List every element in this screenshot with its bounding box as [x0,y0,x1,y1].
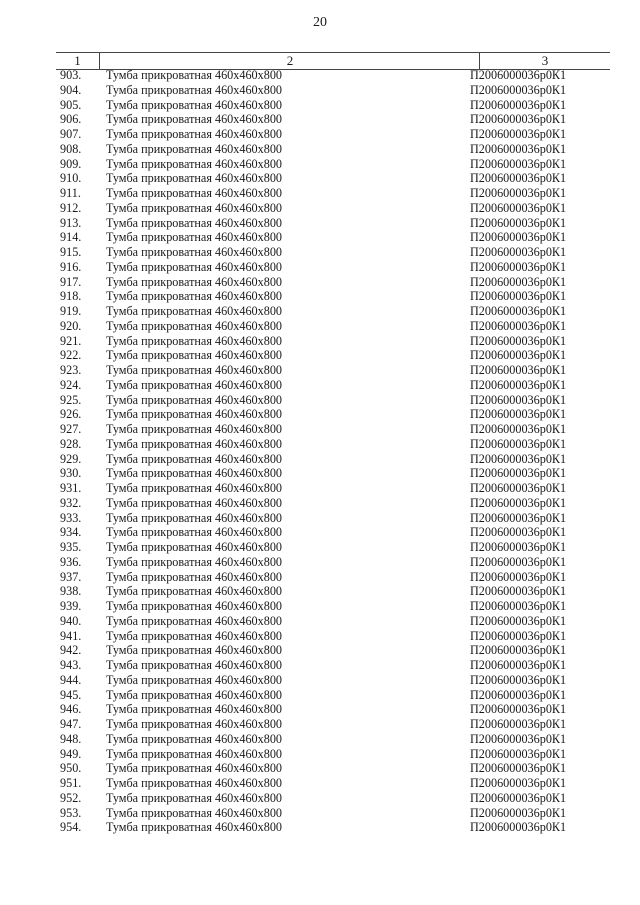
table-row [0,304,640,319]
row-number: 953. [60,805,82,820]
item-name: Тумба прикроватная 460х460х800 [106,569,283,584]
table-row [0,747,640,762]
table-row [0,127,640,142]
table-row [0,422,640,437]
item-code: П2006000036р0К1 [470,584,567,599]
item-code: П2006000036р0К1 [470,820,567,835]
table-row [0,688,640,703]
item-code: П2006000036р0К1 [470,805,567,820]
table-row [0,363,640,378]
item-name: Тумба прикроватная 460х460х800 [106,68,283,82]
row-number: 915. [60,245,82,259]
row-number: 950. [60,761,82,776]
item-name: Тумба прикроватная 460х460х800 [106,436,283,451]
row-number: 933. [60,510,82,525]
item-name: Тумба прикроватная 460х460х800 [106,377,283,392]
table-row [0,289,640,304]
item-code: П2006000036р0К1 [470,156,567,171]
table-row [0,599,640,614]
table-row [0,806,640,821]
item-name: Тумба прикроватная 460х460х800 [106,790,283,805]
row-number: 942. [60,643,82,658]
table-row [0,319,640,334]
row-number: 946. [60,702,82,717]
row-number: 916. [60,259,82,274]
item-name: Тумба прикроватная 460х460х800 [106,245,283,259]
row-number: 911. [60,186,81,200]
row-number: 928. [60,436,82,451]
item-code: П2006000036р0К1 [470,171,567,186]
row-number: 927. [60,422,82,436]
item-code: П2006000036р0К1 [470,377,567,392]
row-number: 924. [60,377,82,392]
row-number: 934. [60,525,82,540]
table-row [0,260,640,275]
row-number: 923. [60,363,82,377]
row-number: 931. [60,481,82,495]
row-number: 937. [60,569,82,584]
table-row [0,171,640,186]
table-row [0,732,640,747]
item-name: Тумба прикроватная 460х460х800 [106,171,283,186]
row-number: 914. [60,230,82,245]
item-name: Тумба прикроватная 460х460х800 [106,495,283,510]
row-number: 918. [60,289,82,304]
row-number: 910. [60,171,82,186]
row-number: 908. [60,141,82,156]
item-name: Тумба прикроватная 460х460х800 [106,540,283,554]
table-row [0,186,640,201]
row-number: 954. [60,820,82,835]
item-code: П2006000036р0К1 [470,289,567,304]
item-code: П2006000036р0К1 [470,230,567,245]
item-code: П2006000036р0К1 [470,702,567,717]
item-code: П2006000036р0К1 [470,245,567,259]
item-name: Тумба прикроватная 460х460х800 [106,717,283,731]
item-code: П2006000036р0К1 [470,687,567,702]
item-name: Тумба прикроватная 460х460х800 [106,392,283,407]
item-name: Тумба прикроватная 460х460х800 [106,422,283,436]
row-number: 905. [60,97,82,112]
item-name: Тумба прикроватная 460х460х800 [106,333,283,348]
table-row [0,614,640,629]
item-name: Тумба прикроватная 460х460х800 [106,481,283,495]
item-code: П2006000036р0К1 [470,495,567,510]
row-number: 926. [60,407,82,422]
row-number: 943. [60,658,82,672]
item-code: П2006000036р0К1 [470,790,567,805]
row-number: 939. [60,599,82,613]
item-code: П2006000036р0К1 [470,628,567,643]
row-number: 921. [60,333,82,348]
table-row [0,702,640,717]
table-row [0,437,640,452]
item-name: Тумба прикроватная 460х460х800 [106,510,283,525]
table-row [0,83,640,98]
row-number: 940. [60,613,82,628]
item-name: Тумба прикроватная 460х460х800 [106,658,283,672]
item-code: П2006000036р0К1 [470,68,567,82]
item-name: Тумба прикроватная 460х460х800 [106,746,283,761]
item-code: П2006000036р0К1 [470,127,567,141]
item-name: Тумба прикроватная 460х460х800 [106,200,283,215]
table-row [0,98,640,113]
item-code: П2006000036р0К1 [470,540,567,554]
item-name: Тумба прикроватная 460х460х800 [106,141,283,156]
item-code: П2006000036р0К1 [470,274,567,289]
item-name: Тумба прикроватная 460х460х800 [106,466,283,481]
row-number: 907. [60,127,82,141]
item-code: П2006000036р0К1 [470,643,567,658]
item-code: П2006000036р0К1 [470,599,567,613]
table-row [0,275,640,290]
item-code: П2006000036р0К1 [470,141,567,156]
table-row [0,348,640,363]
item-code: П2006000036р0К1 [470,672,567,687]
item-code: П2006000036р0К1 [470,392,567,407]
row-number: 909. [60,156,82,171]
row-number: 941. [60,628,82,643]
item-name: Тумба прикроватная 460х460х800 [106,318,283,333]
item-name: Тумба прикроватная 460х460х800 [106,702,283,717]
table-row [0,820,640,835]
item-code: П2006000036р0К1 [470,215,567,230]
item-code: П2006000036р0К1 [470,186,567,200]
row-number: 912. [60,200,82,215]
item-code: П2006000036р0К1 [470,422,567,436]
item-code: П2006000036р0К1 [470,318,567,333]
item-name: Тумба прикроватная 460х460х800 [106,584,283,599]
row-number: 947. [60,717,82,731]
table-row [0,230,640,245]
item-name: Тумба прикроватная 460х460х800 [106,259,283,274]
item-name: Тумба прикроватная 460х460х800 [106,672,283,687]
row-number: 948. [60,731,82,746]
item-code: П2006000036р0К1 [470,658,567,672]
row-number: 930. [60,466,82,481]
table-row [0,452,640,467]
item-name: Тумба прикроватная 460х460х800 [106,274,283,289]
item-name: Тумба прикроватная 460х460х800 [106,525,283,540]
row-number: 917. [60,274,82,289]
table-row [0,216,640,231]
item-code: П2006000036р0К1 [470,510,567,525]
item-name: Тумба прикроватная 460х460х800 [106,731,283,746]
item-name: Тумба прикроватная 460х460х800 [106,215,283,230]
item-name: Тумба прикроватная 460х460х800 [106,643,283,658]
item-code: П2006000036р0К1 [470,97,567,112]
item-name: Тумба прикроватная 460х460х800 [106,363,283,377]
item-code: П2006000036р0К1 [470,112,567,127]
row-number: 920. [60,318,82,333]
column-header-3: 3 [479,53,610,69]
table-row [0,776,640,791]
item-code: П2006000036р0К1 [470,436,567,451]
item-code: П2006000036р0К1 [470,569,567,584]
row-number: 949. [60,746,82,761]
table-row [0,761,640,776]
item-name: Тумба прикроватная 460х460х800 [106,304,283,318]
item-name: Тумба прикроватная 460х460х800 [106,820,283,835]
row-number: 929. [60,451,82,466]
item-code: П2006000036р0К1 [470,746,567,761]
row-number: 913. [60,215,82,230]
item-name: Тумба прикроватная 460х460х800 [106,112,283,127]
row-number: 906. [60,112,82,127]
column-header-2: 2 [99,53,480,69]
item-code: П2006000036р0К1 [470,776,567,790]
item-name: Тумба прикроватная 460х460х800 [106,776,283,790]
item-name: Тумба прикроватная 460х460х800 [106,348,283,363]
table-row [0,157,640,172]
item-name: Тумба прикроватная 460х460х800 [106,628,283,643]
table-row [0,540,640,555]
table-body [0,68,640,835]
table-row [0,481,640,496]
item-code: П2006000036р0К1 [470,200,567,215]
item-code: П2006000036р0К1 [470,554,567,569]
table-row [0,201,640,216]
item-name: Тумба прикроватная 460х460х800 [106,289,283,304]
item-name: Тумба прикроватная 460х460х800 [106,599,283,613]
item-name: Тумба прикроватная 460х460х800 [106,186,283,200]
item-code: П2006000036р0К1 [470,333,567,348]
row-number: 952. [60,790,82,805]
item-code: П2006000036р0К1 [470,466,567,481]
table-row [0,658,640,673]
row-number: 919. [60,304,82,318]
table-row [0,378,640,393]
table-row [0,643,640,658]
table-row [0,142,640,157]
item-name: Тумба прикроватная 460х460х800 [106,687,283,702]
row-number: 925. [60,392,82,407]
item-name: Тумба прикроватная 460х460х800 [106,156,283,171]
table-row [0,245,640,260]
row-number: 903. [60,68,82,82]
item-name: Тумба прикроватная 460х460х800 [106,805,283,820]
table-row [0,393,640,408]
item-code: П2006000036р0К1 [470,259,567,274]
item-name: Тумба прикроватная 460х460х800 [106,407,283,422]
item-code: П2006000036р0К1 [470,525,567,540]
row-number: 932. [60,495,82,510]
table-row [0,525,640,540]
item-code: П2006000036р0К1 [470,304,567,318]
item-code: П2006000036р0К1 [470,761,567,776]
table-row [0,555,640,570]
table-row [0,466,640,481]
item-name: Тумба прикроватная 460х460х800 [106,82,283,97]
table-row [0,717,640,732]
row-number: 936. [60,554,82,569]
row-number: 922. [60,348,82,363]
row-number: 945. [60,687,82,702]
row-number: 951. [60,776,82,790]
item-code: П2006000036р0К1 [470,731,567,746]
item-name: Тумба прикроватная 460х460х800 [106,127,283,141]
item-name: Тумба прикроватная 460х460х800 [106,613,283,628]
table-row [0,511,640,526]
table-row [0,791,640,806]
table-row [0,584,640,599]
column-header-1: 1 [74,53,81,68]
table-row [0,570,640,585]
row-number: 935. [60,540,82,554]
row-number: 904. [60,82,82,97]
page-number: 20 [313,15,327,30]
item-code: П2006000036р0К1 [470,451,567,466]
table-row [0,68,640,83]
table-row [0,112,640,127]
table-row [0,629,640,644]
item-code: П2006000036р0К1 [470,717,567,731]
item-name: Тумба прикроватная 460х460х800 [106,554,283,569]
table-row [0,334,640,349]
item-code: П2006000036р0К1 [470,363,567,377]
table-row [0,496,640,511]
item-code: П2006000036р0К1 [470,348,567,363]
item-name: Тумба прикроватная 460х460х800 [106,761,283,776]
row-number: 944. [60,672,82,687]
row-number: 938. [60,584,82,599]
item-name: Тумба прикроватная 460х460х800 [106,451,283,466]
table-row [0,407,640,422]
item-name: Тумба прикроватная 460х460х800 [106,97,283,112]
item-code: П2006000036р0К1 [470,613,567,628]
table-row [0,673,640,688]
item-name: Тумба прикроватная 460х460х800 [106,230,283,245]
item-code: П2006000036р0К1 [470,407,567,422]
item-code: П2006000036р0К1 [470,481,567,495]
item-code: П2006000036р0К1 [470,82,567,97]
